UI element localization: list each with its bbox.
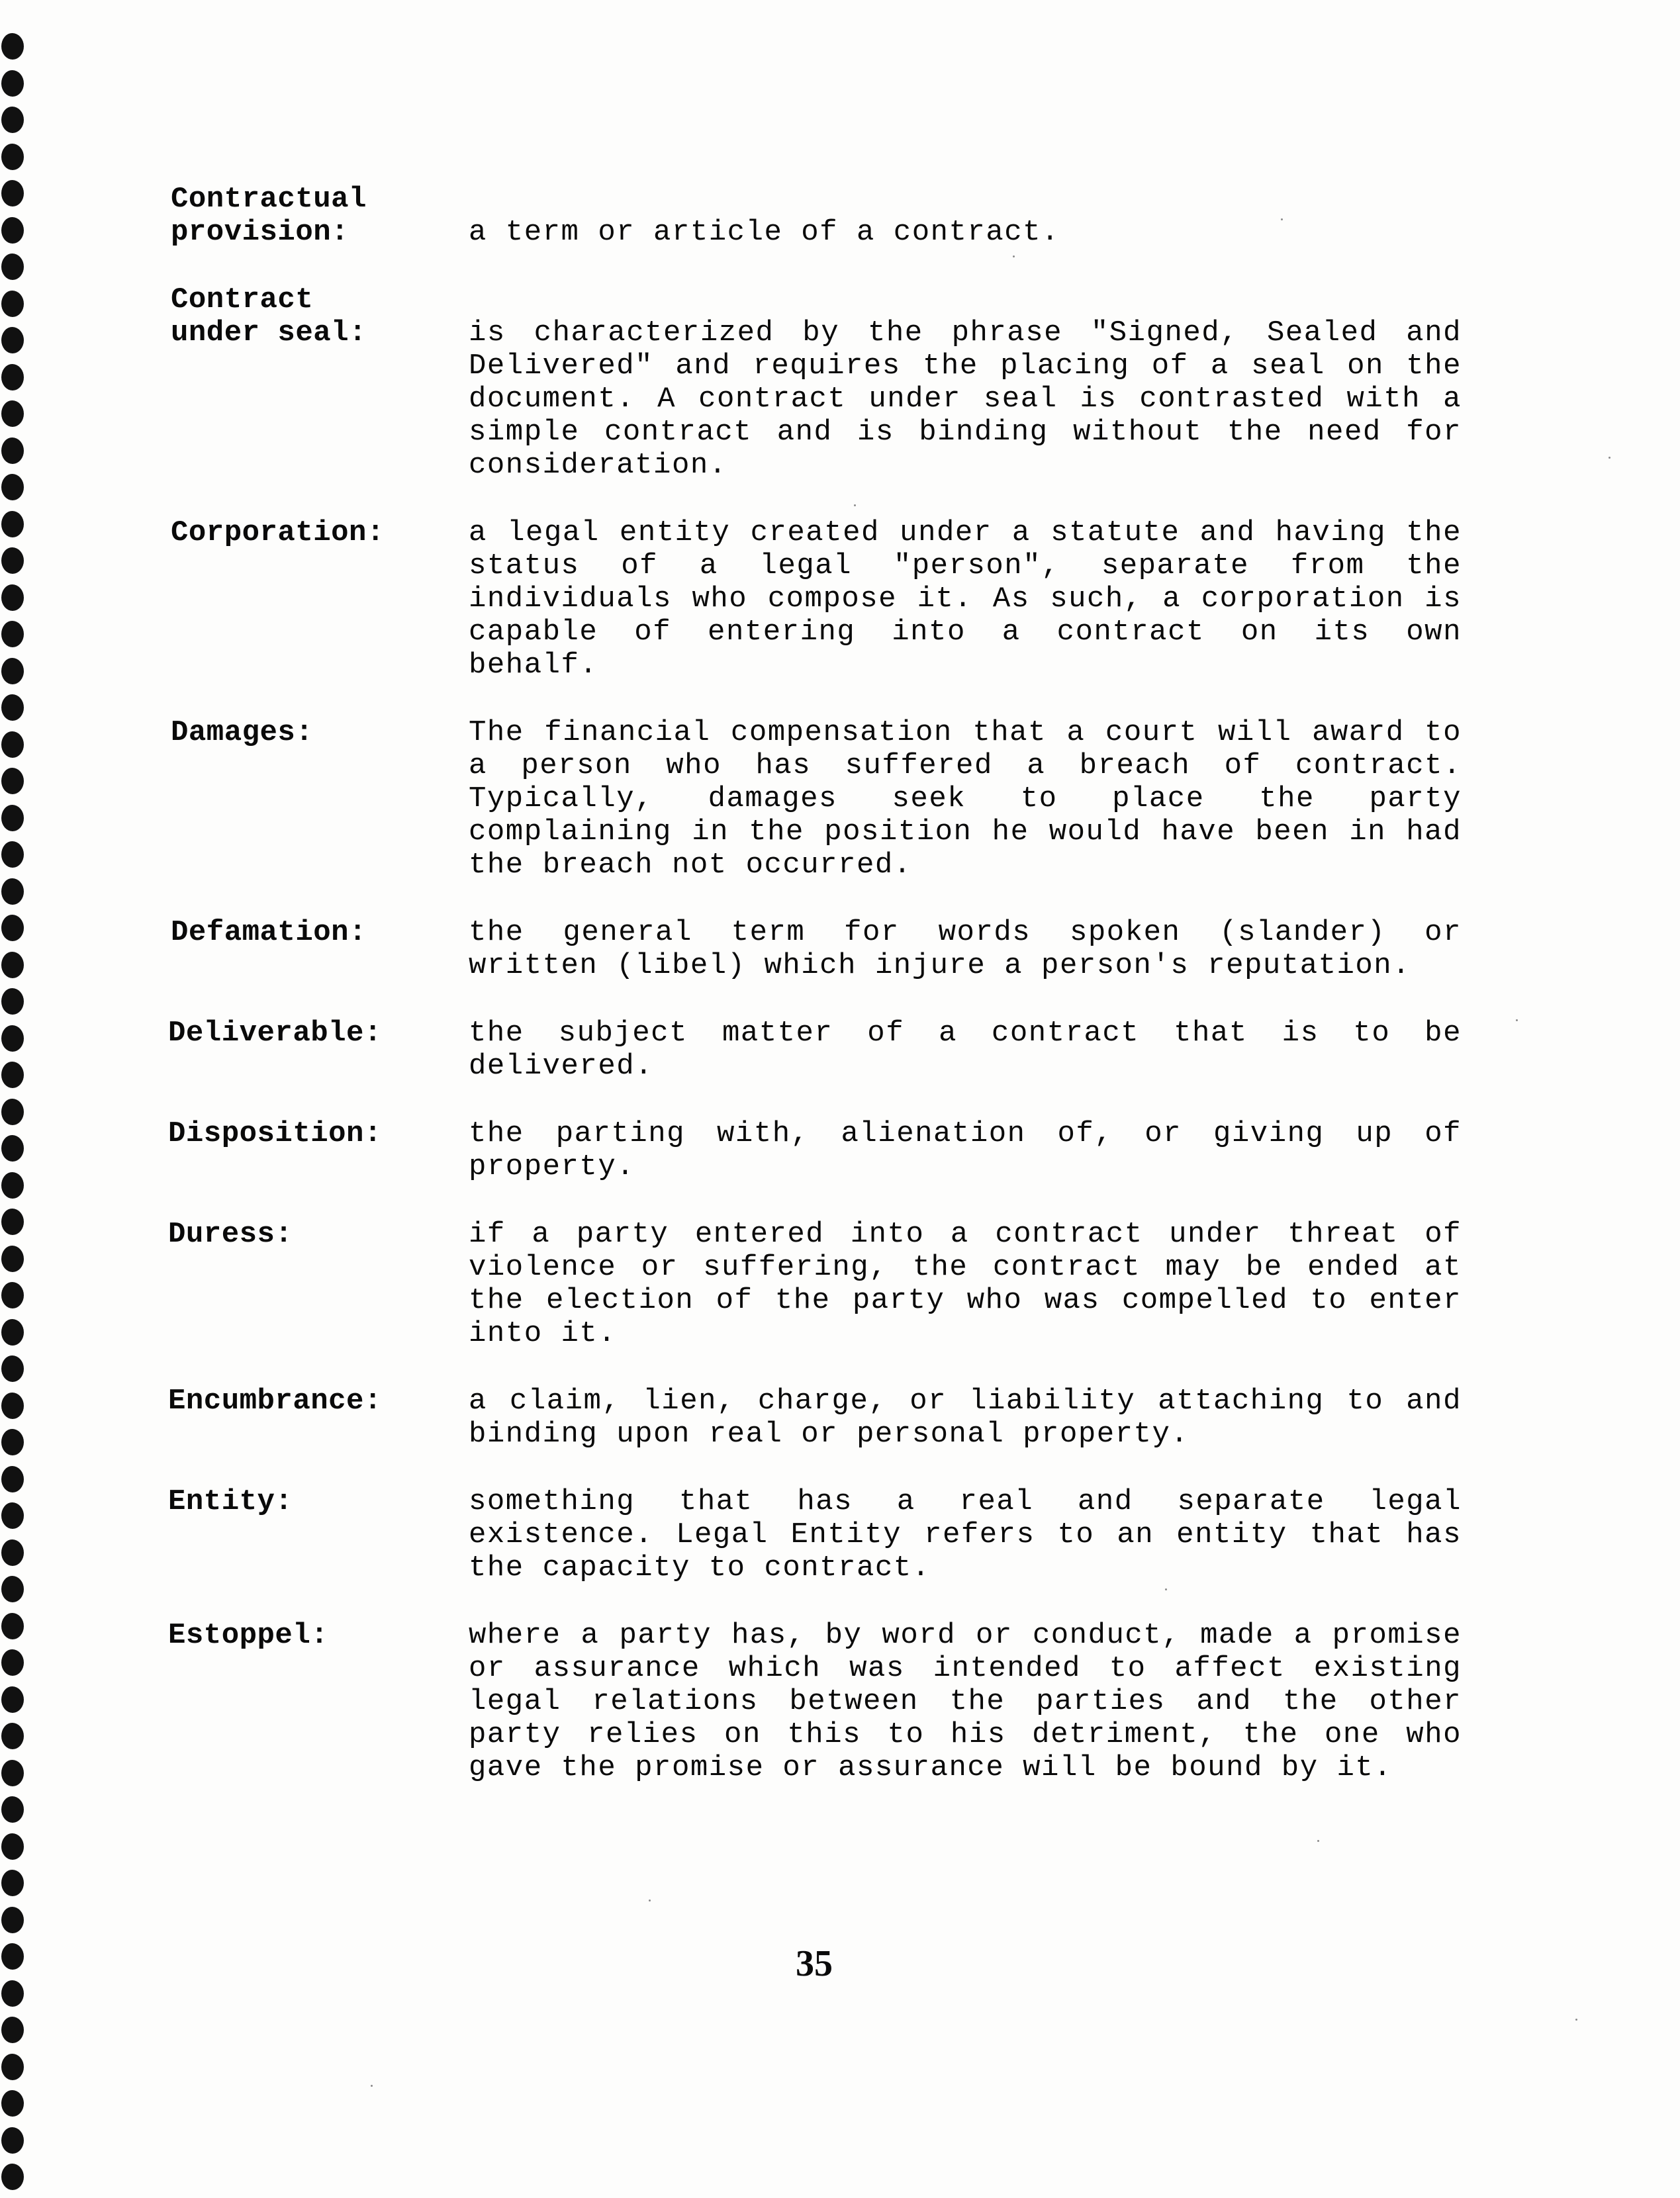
binding-hole [1, 621, 24, 647]
page-number: 35 [796, 1943, 833, 1984]
binding-hole [1, 2127, 24, 2154]
binding-hole [1, 952, 24, 978]
term-label: Duress: [168, 1218, 293, 1251]
binding-hole [1, 107, 24, 133]
binding-hole [1, 658, 24, 684]
scan-speck [854, 504, 856, 506]
definition-text: the subject matter of a contract that is to be delivered. [469, 1017, 1462, 1083]
term-label: Corporation: [171, 516, 385, 549]
binding-hole [1, 1686, 24, 1713]
term-label: Disposition: [168, 1117, 382, 1150]
binding-hole [1, 1466, 24, 1492]
binding-hole [1, 1760, 24, 1786]
term-label: Entity: [168, 1485, 293, 1518]
binding-hole [1, 1613, 24, 1639]
binding-hole [1, 217, 24, 244]
scan-speck [371, 2085, 373, 2087]
binding-hole [1, 144, 24, 170]
binding-hole [1, 1319, 24, 1346]
definition-text: a term or article of a contract. [469, 216, 1060, 249]
binding-hole [1, 1135, 24, 1162]
binding-hole [1, 180, 24, 206]
binding-hole [1, 1796, 24, 1823]
binding-hole [1, 1062, 24, 1088]
binding-hole [1, 70, 24, 97]
binding-hole [1, 1539, 24, 1566]
binding-hole [1, 805, 24, 831]
term-label: Estoppel: [168, 1619, 329, 1652]
binding-hole [1, 1429, 24, 1455]
term-label: Encumbrance: [168, 1385, 382, 1418]
definition-text: the general term for words spoken (slander) or written (libel) which injure a person's reputation. [469, 916, 1462, 982]
binding-hole [1, 694, 24, 721]
binding-hole [1, 1576, 24, 1602]
scan-speck [649, 1900, 651, 1901]
definition-text: a legal entity created under a statute and having the status of a legal "person", separate from the individuals who compose it. As such, a corporation is capable of entering into a contract on its own behalf. [469, 516, 1462, 682]
scan-speck [1165, 1588, 1167, 1590]
definition-text: if a party entered into a contract under threat of violence or suffering, the contract may be ended at the election of the party who was compelled to enter into it. [469, 1218, 1462, 1350]
binding-hole [1, 437, 24, 464]
definition-text: where a party has, by word or conduct, made a promise or assurance which was intended to affect existing legal relations between the parties and the other party relies on this to his detriment, the one who gave the promise or assurance will be bound by it. [469, 1619, 1462, 1784]
binding-hole [1, 364, 24, 390]
scan-speck [1317, 1840, 1319, 1842]
binding-hole [1, 1649, 24, 1676]
binding-hole [1, 2090, 24, 2117]
definition-text: a claim, lien, charge, or liability attaching to and binding upon real or personal property. [469, 1385, 1462, 1451]
binding-hole [1, 253, 24, 280]
binding-hole [1, 1980, 24, 2007]
binding-hole [1, 400, 24, 427]
scan-speck [1013, 255, 1015, 257]
binding-hole [1, 1172, 24, 1199]
term-label: Damages: [171, 716, 314, 749]
binding-hole [1, 474, 24, 500]
binding-hole [1, 915, 24, 941]
binding-hole [1, 1943, 24, 1970]
binding-hole [1, 1246, 24, 1272]
binding-hole [1, 768, 24, 794]
binding-hole [1, 2054, 24, 2080]
binding-hole [1, 1355, 24, 1382]
scan-speck [1516, 1019, 1518, 1021]
term-label: Contract under seal: [171, 283, 367, 349]
term-label: Defamation: [171, 916, 367, 949]
scan-speck [1575, 2019, 1577, 2021]
binding-hole [1, 1870, 24, 1896]
scan-speck [1281, 218, 1283, 220]
binding-hole [1, 988, 24, 1015]
binding-hole [1, 33, 24, 60]
binding-hole [1, 878, 24, 905]
binding-hole [1, 1502, 24, 1529]
term-label: Contractual provision: [171, 183, 367, 249]
binding-hole [1, 841, 24, 868]
binding-hole [1, 1282, 24, 1308]
scan-speck [1609, 457, 1610, 459]
binding-hole [1, 1723, 24, 1749]
definition-text: is characterized by the phrase "Signed, Sealed and Delivered" and requires the placing of a seal on the document. A contract under seal is contrasted with a simple contract and is binding without the need for consideration. [469, 316, 1462, 482]
definition-text: the parting with, alienation of, or giving up of property. [469, 1117, 1462, 1183]
binding-hole [1, 584, 24, 611]
spiral-binding [1, 33, 28, 2198]
binding-hole [1, 291, 24, 317]
binding-hole [1, 1209, 24, 1235]
definition-text: something that has a real and separate legal existence. Legal Entity refers to an entity that has the capacity to contract. [469, 1485, 1462, 1584]
binding-hole [1, 511, 24, 537]
binding-hole [1, 1393, 24, 1419]
binding-hole [1, 1833, 24, 1860]
binding-hole [1, 327, 24, 353]
binding-hole [1, 1025, 24, 1052]
term-label: Deliverable: [168, 1017, 382, 1050]
binding-hole [1, 731, 24, 758]
binding-hole [1, 2164, 24, 2190]
binding-hole [1, 547, 24, 574]
binding-hole [1, 1099, 24, 1125]
binding-hole [1, 2017, 24, 2043]
binding-hole [1, 1907, 24, 1933]
definition-text: The financial compensation that a court will award to a person who has suffered a breach of contract. Typically, damages seek to place the party complaining in the position he would have been in had the breach not occurred. [469, 716, 1462, 882]
